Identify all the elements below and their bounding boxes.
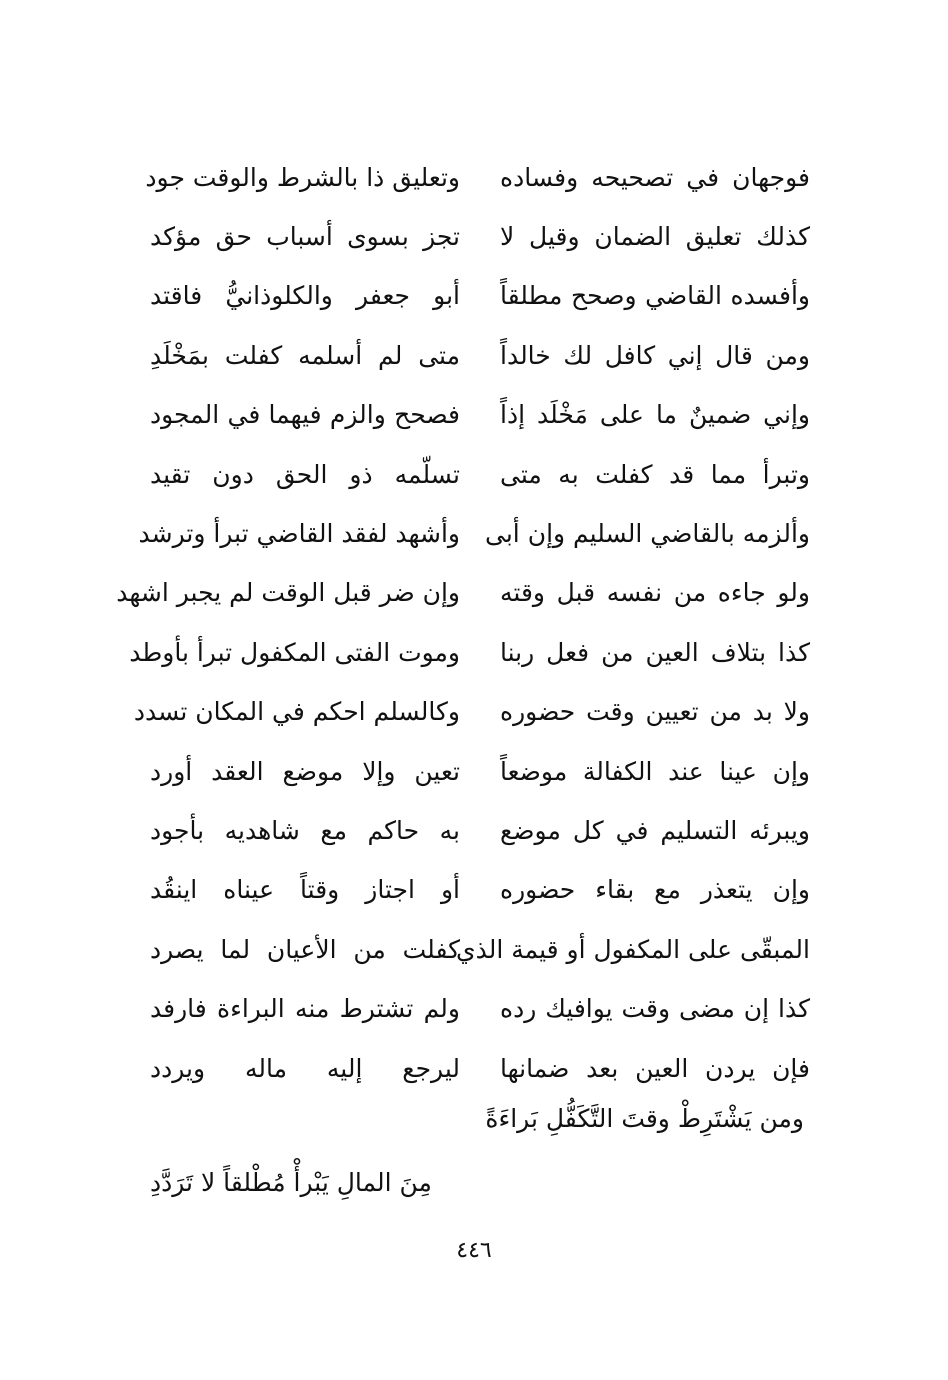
poem-body	[116, 148, 810, 1098]
first-hemistich: المبقّى على المكفول أو قيمة الذي	[456, 934, 810, 964]
second-hemistich: به حاكم مع شاهديه بأجود	[150, 815, 460, 845]
verse-line	[150, 326, 810, 385]
second-hemistich: فصحح والزم فيهما في المجود	[150, 400, 460, 430]
verse-line	[150, 267, 810, 326]
second-hemistich: وموت الفتى المكفول تبرأ بأوطد	[129, 637, 460, 667]
second-hemistich: أو اجتاز وقتاً عيناه اينقُد	[150, 875, 460, 905]
verse-line	[150, 207, 810, 266]
first-hemistich: وإن يتعذر مع بقاء حضوره	[500, 875, 810, 905]
first-hemistich: فإن يردن العين بعد ضمانها	[500, 1053, 810, 1083]
first-hemistich: فوجهان في تصحيحه وفساده	[500, 162, 810, 192]
page-number: ٤٤٦	[456, 1238, 492, 1263]
first-hemistich: كذا بتلاف العين من فعل ربنا	[500, 637, 810, 667]
second-hemistich: أبو جعفر والكلوذانيُّ فاقتد	[150, 281, 460, 311]
verse-line	[150, 801, 810, 860]
verse-line	[150, 742, 810, 801]
verse-line	[150, 861, 810, 920]
second-hemistich: وكالسلم احكم في المكان تسدد	[133, 697, 460, 727]
closing-verse-second: مِنَ المالِ يَبْرأْ مُطْلقاً لا تَرَدَّدِ	[150, 1168, 432, 1197]
first-hemistich: ويبرئه التسليم في كل موضع	[500, 815, 810, 845]
first-hemistich: كذلك تعليق الضمان وقيل لا	[500, 222, 810, 252]
second-hemistich: ليرجع إليه ماله ويردد	[150, 1053, 460, 1083]
first-hemistich: ولو جاءه من نفسه قبل وقته	[500, 578, 810, 608]
verse-line	[145, 148, 810, 207]
second-hemistich: وإن ضر قبل الوقت لم يجبر اشهد	[116, 578, 460, 608]
verse-line	[116, 564, 810, 623]
verse-line	[129, 623, 810, 682]
verse-line	[138, 504, 810, 563]
second-hemistich: تجز بسوى أسباب حق مؤكد	[150, 222, 460, 252]
second-hemistich: ولم تشترط منه البراءة فارفد	[150, 994, 460, 1024]
verse-line	[133, 683, 810, 742]
first-hemistich: ومن قال إني كافل لك خالداً	[500, 340, 810, 370]
first-hemistich: وإني ضمينٌ ما على مَخْلَد إذاً	[500, 400, 810, 430]
verse-line	[150, 1039, 810, 1098]
second-hemistich: تعين وإلا موضع العقد أورد	[150, 756, 460, 786]
verse-line	[150, 920, 810, 979]
first-hemistich: وألزمه بالقاضي السليم وإن أبى	[485, 519, 810, 549]
first-hemistich: وأفسده القاضي وصحح مطلقاً	[500, 281, 810, 311]
second-hemistich: كفلت من الأعيان لما يصرد	[150, 934, 460, 964]
second-hemistich: تسلّمه ذو الحق دون تقيد	[150, 459, 460, 489]
second-hemistich: متى لم أسلمه كفلت بمَخْلَدِ	[150, 340, 460, 370]
second-hemistich: وأشهد لفقد القاضي تبرأ وترشد	[138, 519, 460, 549]
first-hemistich: كذا إن مضى وقت يوافيك رده	[500, 994, 810, 1024]
closing-verse-first: ومن يَشْتَرِطْ وقتَ التَّكَفُّلِ بَراءَةً	[485, 1104, 804, 1133]
first-hemistich: ولا بد من تعيين وقت حضوره	[500, 697, 810, 727]
closing-verse-second-wrapper	[150, 1168, 810, 1197]
first-hemistich: وإن عينا عند الكفالة موضعاً	[500, 756, 810, 786]
verse-line	[150, 445, 810, 504]
verse-line	[150, 386, 810, 445]
second-hemistich: وتعليق ذا بالشرط والوقت جود	[145, 162, 460, 192]
first-hemistich: وتبرأ مما قد كفلت به متى	[500, 459, 810, 489]
verse-line	[150, 979, 810, 1038]
